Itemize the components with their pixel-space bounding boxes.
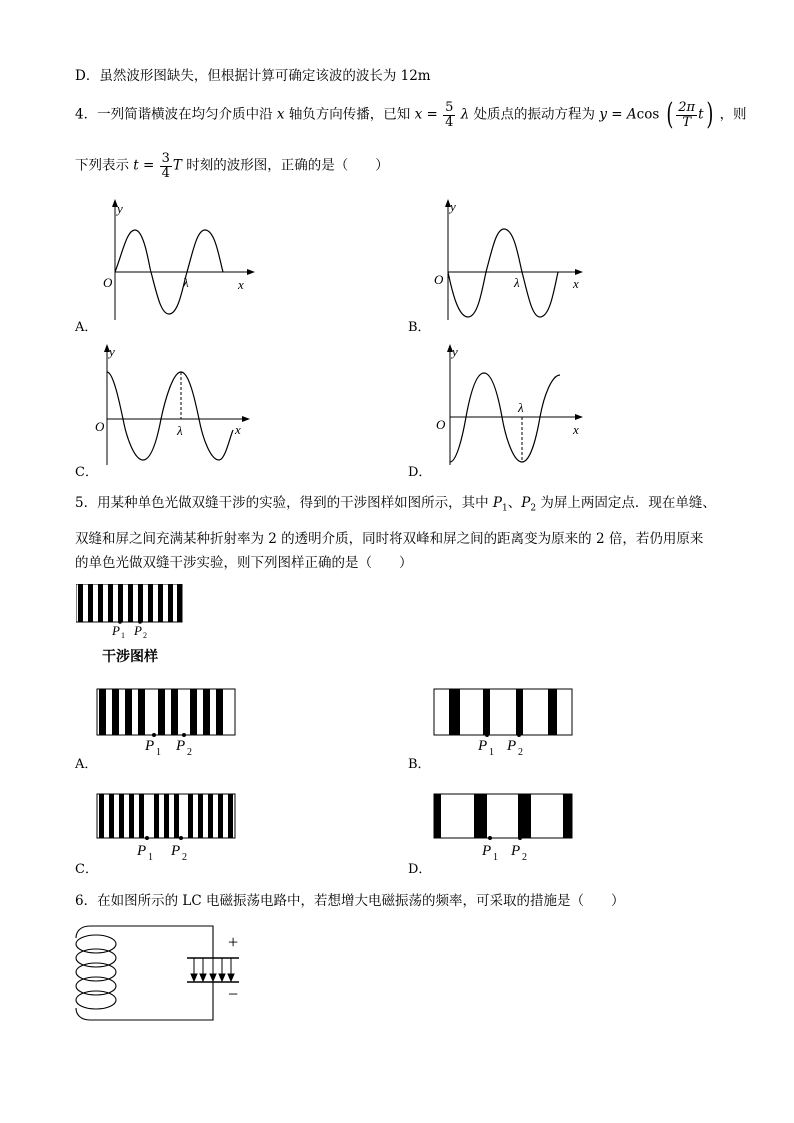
q3-option-d: D．虽然波形图缺失，但根据计算可确定该波的波长为 12m: [75, 68, 431, 84]
svg-text:2: 2: [522, 852, 527, 863]
svg-text:P: P: [482, 843, 492, 859]
q4-cos: cos: [636, 106, 660, 123]
q6-lc-circuit: [70, 920, 250, 1030]
svg-text:1: 1: [489, 747, 494, 758]
svg-text:1: 1: [148, 852, 153, 863]
q4-t-var: t: [698, 106, 704, 123]
q4-y-eq: y = A: [599, 106, 637, 123]
q5-reference-pattern: [76, 584, 186, 669]
svg-text:2: 2: [143, 631, 147, 640]
svg-text:2: 2: [187, 747, 192, 758]
q4d-axis-y: y: [452, 344, 458, 359]
q4c-axis-x: x: [235, 422, 241, 437]
q6-minus-sign: −: [228, 984, 239, 1004]
svg-text:P: P: [171, 843, 181, 859]
q4a-axis-y: y: [117, 201, 123, 216]
svg-text:P: P: [145, 738, 155, 754]
q4-graph-c: [95, 340, 265, 470]
q4-graph-d: [428, 340, 598, 470]
q4b-lambda: λ: [514, 275, 520, 290]
q4-frac-3-4: $\frac{3}{4}$: [161, 151, 170, 181]
q4-option-c-label: C．: [75, 465, 98, 480]
q4d-lambda: λ: [518, 400, 524, 415]
q5-stem-line1: 5．用某种单色光做双缝干涉的实验，得到的干涉图样如图所示，其中 $P_1$、$P_2$ 为屏上两固定点．现在单缝、: [75, 495, 716, 514]
q5-pattern-d: [433, 793, 575, 865]
q5-stem-line2: 双缝和屏之间充满某种折射率为 2 的透明介质，同时将双峰和屏之间的距离变为原来的 2 倍，若仍用原来: [75, 531, 704, 547]
q4d-origin: O: [436, 417, 446, 432]
q4-line2-suffix: 时刻的波形图，正确的是（ ）: [186, 157, 389, 174]
svg-text:P: P: [511, 843, 521, 859]
q4c-origin: O: [95, 419, 105, 434]
q4-lambda: λ: [460, 106, 470, 123]
q4b-axis-y: y: [450, 199, 456, 214]
q4-graph-a: [95, 195, 265, 325]
q4-stem-line1: 4．一列简谐横波在均匀介质中沿 x 轴负方向传播，已知 x = $\frac{5}{4}$ λ 处质点的振动方程为 y = Acos ( $\frac{2\pi}{T}$ t) ，则: [75, 97, 747, 132]
q4-stem-line2: [75, 152, 389, 180]
q4-suffix: ，则: [719, 106, 747, 123]
svg-text:1: 1: [156, 747, 161, 758]
q5-pattern-b: [433, 688, 575, 758]
q4c-lambda: λ: [177, 423, 183, 438]
q4a-axis-x: x: [238, 277, 244, 292]
svg-text:2: 2: [182, 852, 187, 863]
q4-line2-prefix: 下列表示: [75, 157, 129, 174]
q5-option-b-label: B．: [408, 757, 431, 772]
q4-option-a-label: A．: [75, 320, 98, 335]
q4a-origin: O: [103, 275, 113, 290]
q5-option-a-label: A．: [75, 757, 98, 772]
q5-reference-caption: 干涉图样: [102, 650, 158, 665]
q4a-lambda: λ: [183, 275, 189, 290]
q4-option-b-label: B．: [408, 320, 431, 335]
svg-text:P: P: [134, 623, 142, 638]
q5-pattern-a: [96, 688, 236, 758]
q5-option-c-label: C．: [75, 862, 98, 877]
q4-option-d-label: D．: [408, 465, 432, 480]
q4b-axis-x: x: [573, 276, 579, 291]
q4-frac-2pi-T: $\frac{2\pi}{T}$: [678, 99, 696, 130]
q6-electric-field-arrows: [191, 958, 234, 981]
q4c-axis-y: y: [109, 344, 115, 359]
q4-graph-b: [428, 195, 598, 325]
q5-pattern-c: [96, 793, 236, 865]
q4-mid1: 轴负方向传播，已知: [288, 106, 411, 123]
svg-text:P: P: [478, 738, 488, 754]
q4-t-eq: t =: [133, 157, 155, 174]
q5-option-d-label: D．: [408, 862, 432, 877]
svg-text:P: P: [112, 623, 120, 638]
q5-stem-line3: 的单色光做双缝干涉实验，则下列图样正确的是（ ）: [75, 555, 413, 571]
q4-prefix: 4．一列简谐横波在均匀介质中沿: [75, 106, 273, 123]
svg-text:P: P: [507, 738, 517, 754]
svg-text:P: P: [137, 843, 147, 859]
q4-eq-lhs: x =: [414, 106, 438, 123]
q6-plus-sign: +: [228, 932, 239, 952]
svg-text:1: 1: [121, 631, 125, 640]
q4-T-var: T: [172, 157, 182, 174]
q4-mid2: 处质点的振动方程为: [473, 106, 596, 123]
svg-text:2: 2: [518, 747, 523, 758]
q4d-axis-x: x: [573, 422, 579, 437]
svg-text:P: P: [176, 738, 186, 754]
q4-x-var: x: [276, 106, 285, 123]
q6-stem: 6．在如图所示的 LC 电磁振荡电路中，若想增大电磁振荡的频率，可采取的措施是（ ）: [75, 893, 625, 909]
q4-frac-5-4: $\frac{5}{4}$: [445, 99, 454, 130]
svg-text:1: 1: [493, 852, 498, 863]
q4b-origin: O: [434, 272, 444, 287]
